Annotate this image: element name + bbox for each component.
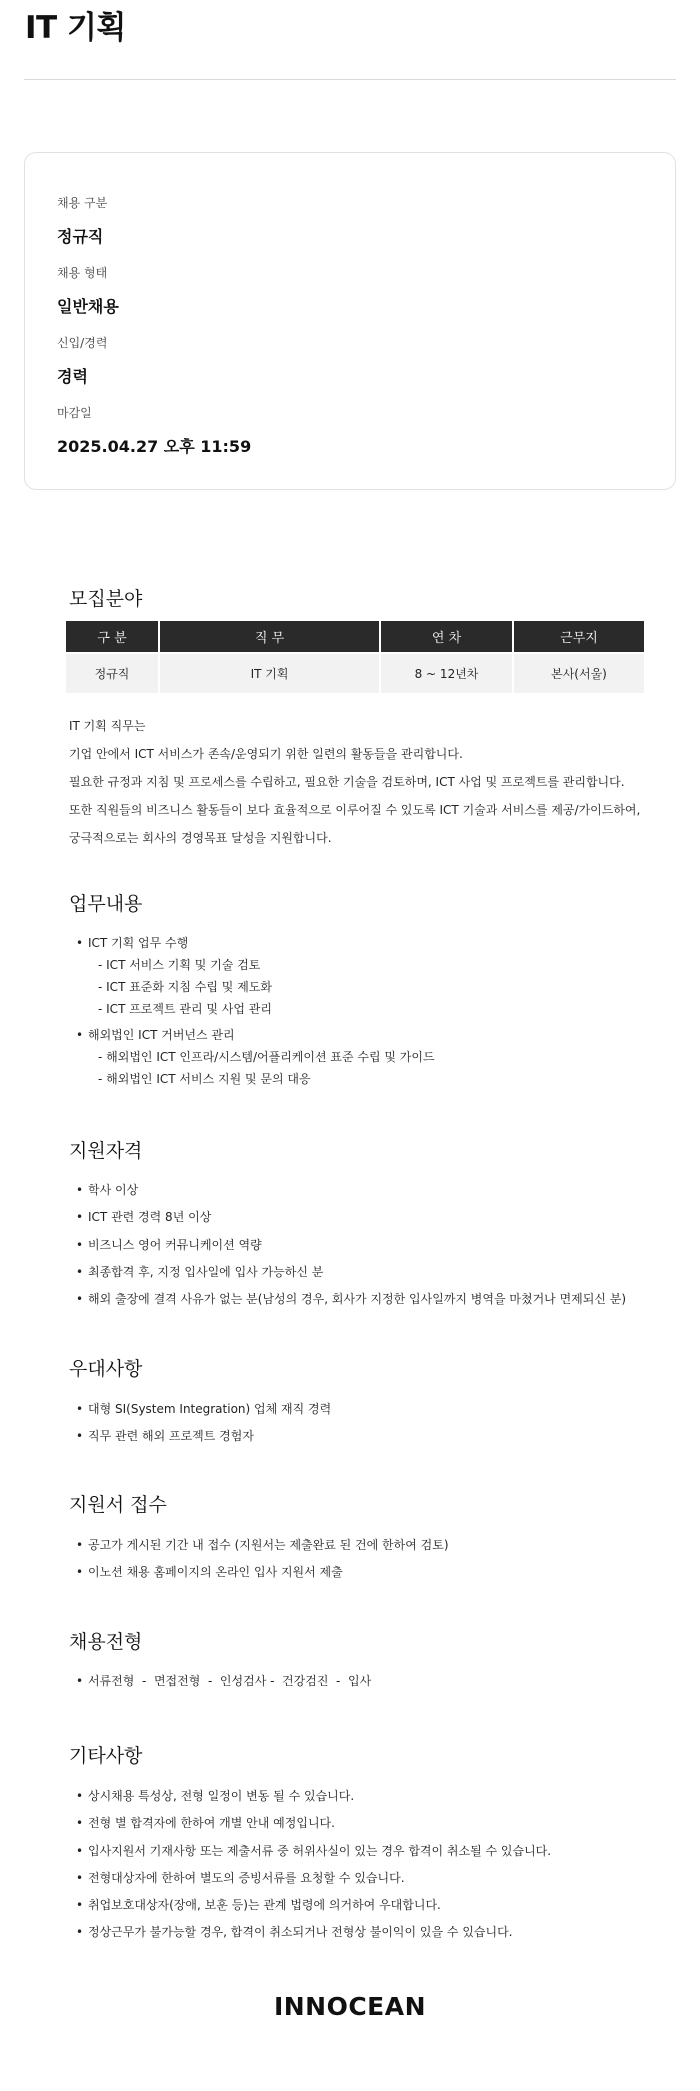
- intro-line: 기업 안에서 ICT 서비스가 존속/운영되기 위한 일련의 활동들을 관리합니다.: [69, 747, 463, 761]
- table-cell: 8 ~ 12년차: [381, 652, 512, 693]
- process-section-title: 채용전형: [69, 1631, 143, 1653]
- list-item: - 해외법인 ICT 인프라/시스템/어플리케이션 표준 수립 및 가이드: [98, 1050, 435, 1064]
- qualifications-list: [76, 1182, 626, 1318]
- info-hiring-type: [57, 264, 119, 317]
- preferred-list: [76, 1401, 331, 1456]
- info-value: 경력: [57, 367, 88, 386]
- list-item: • 서류전형 - 면접전형 - 인성검사 - 건강검진 - 입사: [76, 1673, 371, 1700]
- table-row: [66, 652, 644, 693]
- intro-line: IT 기획 직무는: [69, 719, 146, 733]
- info-career-level: [57, 334, 107, 387]
- duties-section-title: 업무내용: [69, 893, 143, 915]
- info-label: 채용 형태: [57, 266, 108, 280]
- duty-group-label: ICT 기획 업무 수행: [88, 936, 189, 950]
- list-item: - 해외법인 ICT 서비스 지원 및 문의 대응: [98, 1072, 311, 1086]
- list-item: • 해외 출장에 결격 사유가 없는 분(남성의 경우, 회사가 지정한 입사일까지 병역을 마쳤거나 면제되신 분): [76, 1291, 626, 1318]
- process-list: [76, 1673, 371, 1700]
- etc-list: [76, 1788, 551, 1952]
- job-info-card: [24, 152, 676, 490]
- table-header-cell: 직 무: [160, 621, 379, 652]
- list-item: • ICT 관련 경력 8년 이상: [76, 1209, 626, 1236]
- list-item: [76, 1027, 435, 1093]
- duty-group-label: 해외법인 ICT 거버넌스 관리: [88, 1028, 235, 1042]
- info-value: 정규직: [57, 227, 104, 246]
- intro-line: 또한 직원들의 비즈니스 활동들이 보다 효율적으로 이루어질 수 있도록 ICT 기술과 서비스를 제공/가이드하여,: [69, 803, 641, 817]
- qualifications-section-title: 지원자격: [69, 1140, 143, 1162]
- duty-subitems: [88, 957, 435, 1023]
- list-item: • 비즈니스 영어 커뮤니케이션 역량: [76, 1237, 626, 1264]
- list-item: • 최종합격 후, 지정 입사일에 입사 가능하신 분: [76, 1264, 626, 1291]
- application-section-title: 지원서 접수: [69, 1494, 167, 1516]
- info-label: 마감일: [57, 406, 92, 420]
- table-cell: 정규직: [66, 652, 158, 693]
- list-item: • 학사 이상: [76, 1182, 626, 1209]
- table-cell: 본사(서울): [514, 652, 644, 693]
- intro-line: 궁극적으로는 회사의 경영목표 달성을 지원합니다.: [69, 831, 332, 845]
- list-item: • 취업보호대상자(장애, 보훈 등)는 관계 법령에 의거하여 우대합니다.: [76, 1897, 551, 1924]
- recruit-table: [64, 621, 646, 693]
- info-employment-type: [57, 194, 107, 247]
- job-intro: [69, 717, 669, 857]
- info-deadline: [57, 404, 251, 457]
- table-header-cell: 구 분: [66, 621, 158, 652]
- info-label: 채용 구분: [57, 196, 108, 210]
- list-item: • 정상근무가 불가능할 경우, 합격이 취소되거나 전형상 불이익이 있을 수 있습니다.: [76, 1924, 551, 1951]
- etc-section-title: 기타사항: [69, 1745, 143, 1767]
- table-header-row: [66, 621, 644, 652]
- list-item: • 전형 별 합격자에 한하여 개별 안내 예정입니다.: [76, 1815, 551, 1842]
- innocean-logo: INNOCEAN: [273, 1992, 427, 2021]
- list-item: - ICT 서비스 기획 및 기술 검토: [98, 958, 261, 972]
- intro-line: 필요한 규정과 지침 및 프로세스를 수립하고, 필요한 기술을 검토하며, ICT 사업 및 프로젝트를 관리합니다.: [69, 775, 625, 789]
- table-cell: IT 기획: [160, 652, 379, 693]
- info-label: 신입/경력: [57, 336, 108, 350]
- duty-subitems: [88, 1049, 435, 1093]
- page-title: IT 기획: [25, 10, 126, 46]
- title-divider: [24, 79, 676, 80]
- application-list: [76, 1537, 449, 1592]
- list-item: • 대형 SI(System Integration) 업체 재직 경력: [76, 1401, 331, 1428]
- recruit-section-title: 모집분야: [69, 588, 143, 610]
- info-value: 일반채용: [57, 297, 119, 316]
- list-item: - ICT 표준화 지침 수립 및 제도화: [98, 980, 272, 994]
- list-item: - ICT 프로젝트 관리 및 사업 관리: [98, 1002, 272, 1016]
- preferred-section-title: 우대사항: [69, 1358, 143, 1380]
- list-item: • 전형대상자에 한하여 별도의 증빙서류를 요청할 수 있습니다.: [76, 1870, 551, 1897]
- table-header-cell: 연 차: [381, 621, 512, 652]
- list-item: • 상시채용 특성상, 전형 일정이 변동 될 수 있습니다.: [76, 1788, 551, 1815]
- list-item: [76, 935, 435, 1023]
- list-item: • 입사지원서 기재사항 또는 제출서류 중 허위사실이 있는 경우 합격이 취소될 수 있습니다.: [76, 1843, 551, 1870]
- list-item: • 공고가 게시된 기간 내 접수 (지원서는 제출완료 된 건에 한하여 검토): [76, 1537, 449, 1564]
- duties-list: [76, 935, 435, 1093]
- list-item: • 이노션 채용 홈페이지의 온라인 입사 지원서 제출: [76, 1564, 449, 1591]
- list-item: • 직무 관련 해외 프로젝트 경험자: [76, 1428, 331, 1455]
- table-header-cell: 근무지: [514, 621, 644, 652]
- info-value: 2025.04.27 오후 11:59: [57, 437, 252, 456]
